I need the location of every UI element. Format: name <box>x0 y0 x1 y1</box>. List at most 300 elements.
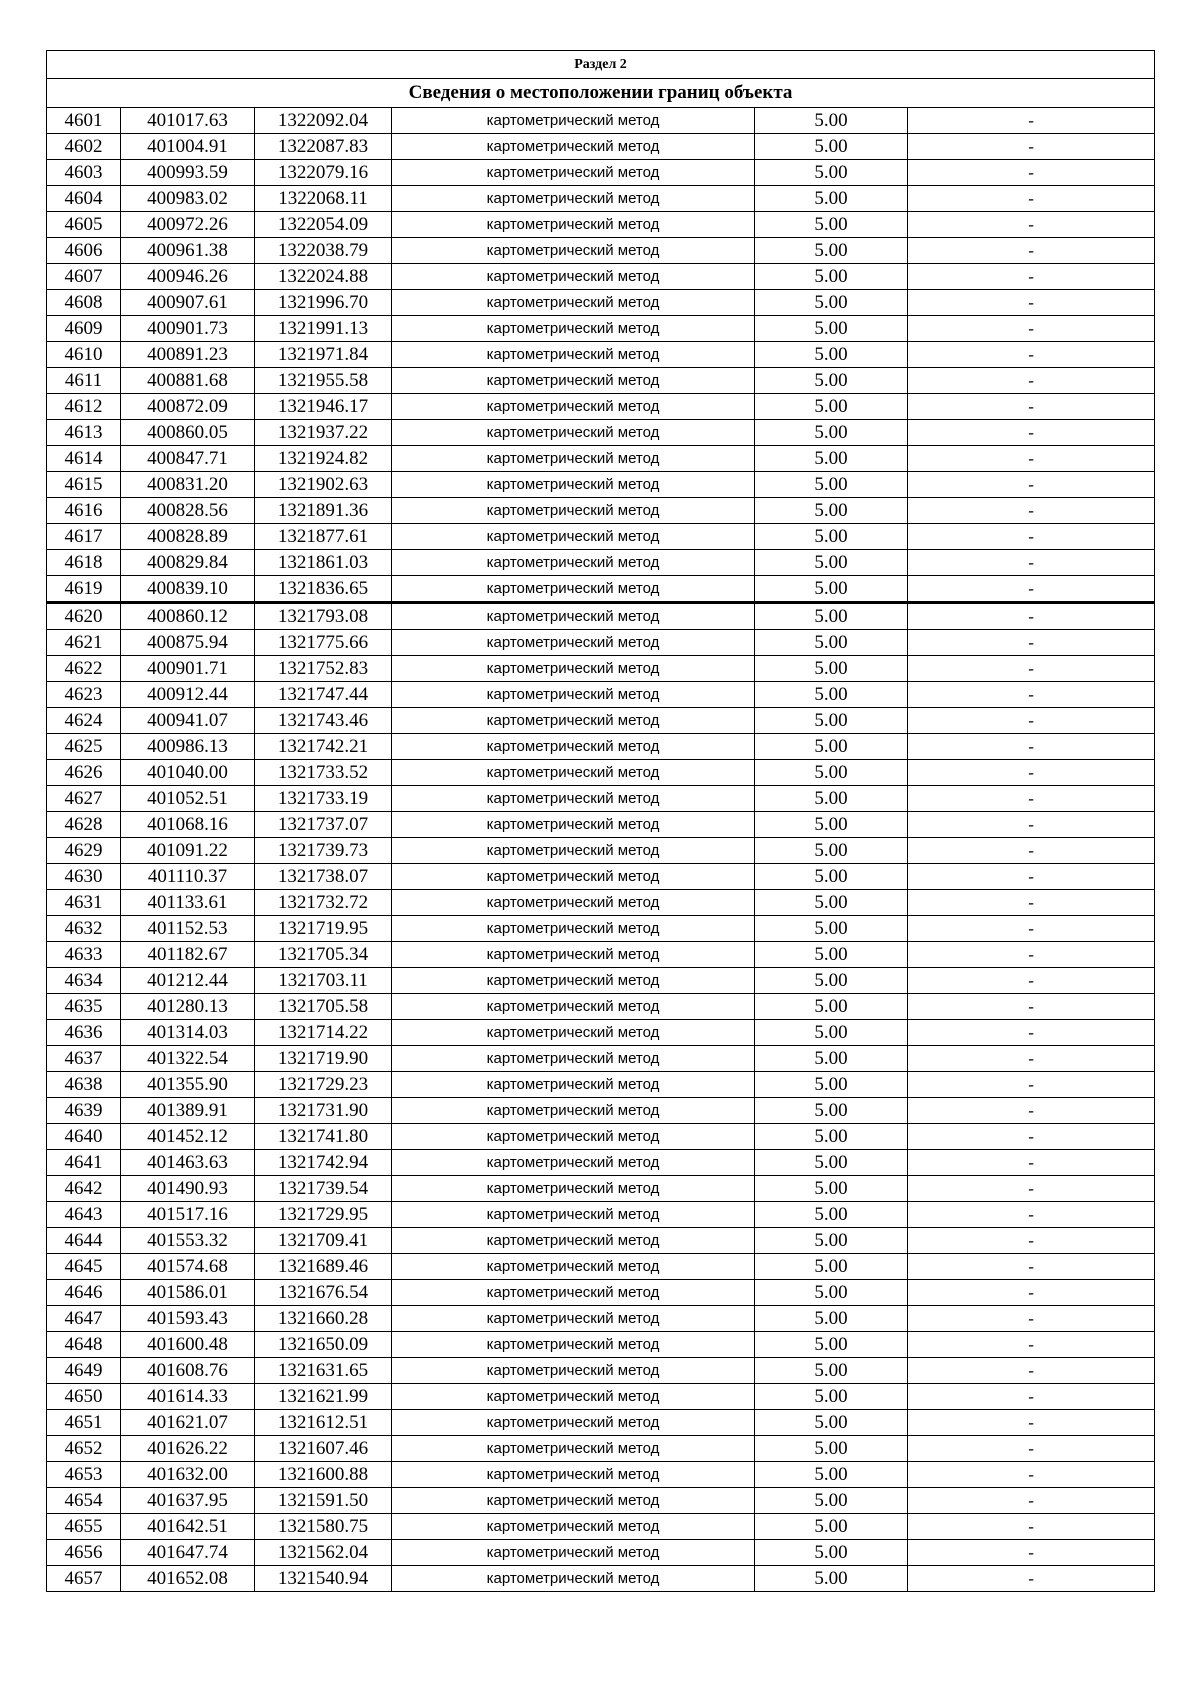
coord-x-cell: 400839.10 <box>121 576 255 603</box>
coord-y-cell: 1321650.09 <box>255 1332 392 1358</box>
coord-x-cell: 401152.53 <box>121 916 255 942</box>
coord-x-cell: 400847.71 <box>121 446 255 472</box>
coord-y-cell: 1321731.90 <box>255 1098 392 1124</box>
description-cell: - <box>908 550 1155 576</box>
coord-x-cell: 401212.44 <box>121 968 255 994</box>
point-number-cell: 4617 <box>47 524 121 550</box>
coord-y-cell: 1321836.65 <box>255 576 392 603</box>
point-number-cell: 4640 <box>47 1124 121 1150</box>
coord-x-cell: 401068.16 <box>121 812 255 838</box>
table-row <box>47 1046 1155 1072</box>
coord-y-cell: 1321891.36 <box>255 498 392 524</box>
accuracy-cell: 5.00 <box>755 524 908 550</box>
point-number-cell: 4604 <box>47 186 121 212</box>
method-cell: картометрический метод <box>392 812 755 838</box>
coord-x-cell: 401490.93 <box>121 1176 255 1202</box>
description-cell: - <box>908 1488 1155 1514</box>
method-cell: картометрический метод <box>392 630 755 656</box>
accuracy-cell: 5.00 <box>755 238 908 264</box>
description-cell: - <box>908 108 1155 134</box>
accuracy-cell: 5.00 <box>755 1202 908 1228</box>
description-cell: - <box>908 160 1155 186</box>
table-row <box>47 1410 1155 1436</box>
table-row <box>47 524 1155 550</box>
coord-y-cell: 1322087.83 <box>255 134 392 160</box>
accuracy-cell: 5.00 <box>755 656 908 682</box>
table-row <box>47 368 1155 394</box>
method-cell: картометрический метод <box>392 550 755 576</box>
description-cell: - <box>908 1150 1155 1176</box>
coord-x-cell: 400946.26 <box>121 264 255 290</box>
point-number-cell: 4650 <box>47 1384 121 1410</box>
method-cell: картометрический метод <box>392 186 755 212</box>
coord-y-cell: 1321924.82 <box>255 446 392 472</box>
accuracy-cell: 5.00 <box>755 264 908 290</box>
accuracy-cell: 5.00 <box>755 290 908 316</box>
table-row <box>47 1514 1155 1540</box>
point-number-cell: 4613 <box>47 420 121 446</box>
method-cell: картометрический метод <box>392 316 755 342</box>
coord-x-cell: 400972.26 <box>121 212 255 238</box>
table-row <box>47 316 1155 342</box>
table-row <box>47 238 1155 264</box>
coord-x-cell: 401017.63 <box>121 108 255 134</box>
document-page <box>46 50 1154 1592</box>
accuracy-cell: 5.00 <box>755 838 908 864</box>
method-cell: картометрический метод <box>392 576 755 603</box>
accuracy-cell: 5.00 <box>755 890 908 916</box>
point-number-cell: 4615 <box>47 472 121 498</box>
coord-x-cell: 401182.67 <box>121 942 255 968</box>
coord-x-cell: 400860.12 <box>121 603 255 630</box>
point-number-cell: 4616 <box>47 498 121 524</box>
description-cell: - <box>908 760 1155 786</box>
accuracy-cell: 5.00 <box>755 368 908 394</box>
coord-x-cell: 400907.61 <box>121 290 255 316</box>
accuracy-cell: 5.00 <box>755 942 908 968</box>
coord-y-cell: 1321705.34 <box>255 942 392 968</box>
point-number-cell: 4635 <box>47 994 121 1020</box>
point-number-cell: 4612 <box>47 394 121 420</box>
description-cell: - <box>908 472 1155 498</box>
description-cell: - <box>908 186 1155 212</box>
accuracy-cell: 5.00 <box>755 1228 908 1254</box>
method-cell: картометрический метод <box>392 1020 755 1046</box>
accuracy-cell: 5.00 <box>755 1436 908 1462</box>
accuracy-cell: 5.00 <box>755 186 908 212</box>
accuracy-cell: 5.00 <box>755 1488 908 1514</box>
coord-y-cell: 1321660.28 <box>255 1306 392 1332</box>
coord-y-cell: 1321607.46 <box>255 1436 392 1462</box>
method-cell: картометрический метод <box>392 1254 755 1280</box>
coord-y-cell: 1321902.63 <box>255 472 392 498</box>
accuracy-cell: 5.00 <box>755 1254 908 1280</box>
table-row <box>47 942 1155 968</box>
point-number-cell: 4629 <box>47 838 121 864</box>
coord-x-cell: 401110.37 <box>121 864 255 890</box>
description-cell: - <box>908 316 1155 342</box>
coord-y-cell: 1321733.19 <box>255 786 392 812</box>
description-cell: - <box>908 1254 1155 1280</box>
description-cell: - <box>908 968 1155 994</box>
accuracy-cell: 5.00 <box>755 1072 908 1098</box>
coord-y-cell: 1321732.72 <box>255 890 392 916</box>
table-row <box>47 682 1155 708</box>
point-number-cell: 4620 <box>47 603 121 630</box>
method-cell: картометрический метод <box>392 1202 755 1228</box>
method-cell: картометрический метод <box>392 446 755 472</box>
point-number-cell: 4608 <box>47 290 121 316</box>
coord-x-cell: 401355.90 <box>121 1072 255 1098</box>
point-number-cell: 4602 <box>47 134 121 160</box>
coord-x-cell: 401553.32 <box>121 1228 255 1254</box>
method-cell: картометрический метод <box>392 760 755 786</box>
accuracy-cell: 5.00 <box>755 1098 908 1124</box>
point-number-cell: 4634 <box>47 968 121 994</box>
description-cell: - <box>908 786 1155 812</box>
method-cell: картометрический метод <box>392 968 755 994</box>
table-row <box>47 1124 1155 1150</box>
coord-y-cell: 1321719.95 <box>255 916 392 942</box>
coord-y-cell: 1321752.83 <box>255 656 392 682</box>
coord-y-cell: 1321540.94 <box>255 1566 392 1592</box>
table-row <box>47 864 1155 890</box>
accuracy-cell: 5.00 <box>755 786 908 812</box>
coord-y-cell: 1321705.58 <box>255 994 392 1020</box>
description-cell: - <box>908 734 1155 760</box>
coord-x-cell: 401593.43 <box>121 1306 255 1332</box>
table-row <box>47 1384 1155 1410</box>
accuracy-cell: 5.00 <box>755 394 908 420</box>
coord-x-cell: 400983.02 <box>121 186 255 212</box>
method-cell: картометрический метод <box>392 1410 755 1436</box>
method-cell: картометрический метод <box>392 394 755 420</box>
coord-y-cell: 1321739.54 <box>255 1176 392 1202</box>
table-row <box>47 134 1155 160</box>
coord-y-cell: 1321729.95 <box>255 1202 392 1228</box>
coord-x-cell: 400901.71 <box>121 656 255 682</box>
point-number-cell: 4654 <box>47 1488 121 1514</box>
description-cell: - <box>908 238 1155 264</box>
accuracy-cell: 5.00 <box>755 760 908 786</box>
method-cell: картометрический метод <box>392 1332 755 1358</box>
table-row <box>47 812 1155 838</box>
coord-x-cell: 401463.63 <box>121 1150 255 1176</box>
description-cell: - <box>908 420 1155 446</box>
table-row <box>47 1202 1155 1228</box>
point-number-cell: 4643 <box>47 1202 121 1228</box>
table-row <box>47 212 1155 238</box>
coord-x-cell: 401600.48 <box>121 1332 255 1358</box>
method-cell: картометрический метод <box>392 1098 755 1124</box>
coord-x-cell: 400941.07 <box>121 708 255 734</box>
accuracy-cell: 5.00 <box>755 134 908 160</box>
coord-x-cell: 401621.07 <box>121 1410 255 1436</box>
coord-y-cell: 1321742.94 <box>255 1150 392 1176</box>
table-row <box>47 760 1155 786</box>
method-cell: картометрический метод <box>392 1358 755 1384</box>
accuracy-cell: 5.00 <box>755 316 908 342</box>
description-cell: - <box>908 838 1155 864</box>
description-cell: - <box>908 1566 1155 1592</box>
coord-y-cell: 1322054.09 <box>255 212 392 238</box>
section-title: Сведения о местоположении границ объекта <box>47 79 1155 108</box>
method-cell: картометрический метод <box>392 1306 755 1332</box>
method-cell: картометрический метод <box>392 108 755 134</box>
description-cell: - <box>908 446 1155 472</box>
coord-y-cell: 1321591.50 <box>255 1488 392 1514</box>
point-number-cell: 4603 <box>47 160 121 186</box>
description-cell: - <box>908 1514 1155 1540</box>
point-number-cell: 4646 <box>47 1280 121 1306</box>
method-cell: картометрический метод <box>392 1176 755 1202</box>
description-cell: - <box>908 916 1155 942</box>
table-row <box>47 1228 1155 1254</box>
accuracy-cell: 5.00 <box>755 1540 908 1566</box>
coord-x-cell: 400875.94 <box>121 630 255 656</box>
coord-y-cell: 1321775.66 <box>255 630 392 656</box>
point-number-cell: 4639 <box>47 1098 121 1124</box>
table-row <box>47 264 1155 290</box>
description-cell: - <box>908 1306 1155 1332</box>
method-cell: картометрический метод <box>392 942 755 968</box>
accuracy-cell: 5.00 <box>755 734 908 760</box>
point-number-cell: 4649 <box>47 1358 121 1384</box>
coord-x-cell: 401614.33 <box>121 1384 255 1410</box>
accuracy-cell: 5.00 <box>755 498 908 524</box>
accuracy-cell: 5.00 <box>755 1150 908 1176</box>
coord-y-cell: 1321709.41 <box>255 1228 392 1254</box>
point-number-cell: 4610 <box>47 342 121 368</box>
point-number-cell: 4637 <box>47 1046 121 1072</box>
point-number-cell: 4625 <box>47 734 121 760</box>
table-row <box>47 446 1155 472</box>
accuracy-cell: 5.00 <box>755 472 908 498</box>
coord-x-cell: 400993.59 <box>121 160 255 186</box>
accuracy-cell: 5.00 <box>755 1306 908 1332</box>
table-row <box>47 1488 1155 1514</box>
description-cell: - <box>908 1410 1155 1436</box>
coord-y-cell: 1321676.54 <box>255 1280 392 1306</box>
accuracy-cell: 5.00 <box>755 1332 908 1358</box>
method-cell: картометрический метод <box>392 524 755 550</box>
coord-x-cell: 401004.91 <box>121 134 255 160</box>
section-label: Раздел 2 <box>47 51 1155 79</box>
point-number-cell: 4642 <box>47 1176 121 1202</box>
table-row <box>47 656 1155 682</box>
accuracy-cell: 5.00 <box>755 1514 908 1540</box>
accuracy-cell: 5.00 <box>755 420 908 446</box>
point-number-cell: 4653 <box>47 1462 121 1488</box>
method-cell: картометрический метод <box>392 786 755 812</box>
point-number-cell: 4648 <box>47 1332 121 1358</box>
coord-y-cell: 1321719.90 <box>255 1046 392 1072</box>
coord-x-cell: 400961.38 <box>121 238 255 264</box>
description-cell: - <box>908 1098 1155 1124</box>
description-cell: - <box>908 394 1155 420</box>
description-cell: - <box>908 1202 1155 1228</box>
point-number-cell: 4619 <box>47 576 121 603</box>
table-row <box>47 1150 1155 1176</box>
coord-x-cell: 401608.76 <box>121 1358 255 1384</box>
point-number-cell: 4622 <box>47 656 121 682</box>
coord-x-cell: 401389.91 <box>121 1098 255 1124</box>
point-number-cell: 4626 <box>47 760 121 786</box>
accuracy-cell: 5.00 <box>755 682 908 708</box>
description-cell: - <box>908 1072 1155 1098</box>
table-row <box>47 290 1155 316</box>
accuracy-cell: 5.00 <box>755 708 908 734</box>
coord-x-cell: 401652.08 <box>121 1566 255 1592</box>
accuracy-cell: 5.00 <box>755 550 908 576</box>
description-cell: - <box>908 576 1155 603</box>
description-cell: - <box>908 1462 1155 1488</box>
description-cell: - <box>908 1358 1155 1384</box>
accuracy-cell: 5.00 <box>755 342 908 368</box>
description-cell: - <box>908 1384 1155 1410</box>
coord-x-cell: 401314.03 <box>121 1020 255 1046</box>
section-title-row <box>47 79 1155 108</box>
coord-x-cell: 401586.01 <box>121 1280 255 1306</box>
point-number-cell: 4606 <box>47 238 121 264</box>
coord-x-cell: 400912.44 <box>121 682 255 708</box>
point-number-cell: 4631 <box>47 890 121 916</box>
coord-y-cell: 1321877.61 <box>255 524 392 550</box>
coord-y-cell: 1321742.21 <box>255 734 392 760</box>
point-number-cell: 4647 <box>47 1306 121 1332</box>
method-cell: картометрический метод <box>392 212 755 238</box>
point-number-cell: 4601 <box>47 108 121 134</box>
method-cell: картометрический метод <box>392 1046 755 1072</box>
point-number-cell: 4656 <box>47 1540 121 1566</box>
method-cell: картометрический метод <box>392 708 755 734</box>
accuracy-cell: 5.00 <box>755 1384 908 1410</box>
method-cell: картометрический метод <box>392 368 755 394</box>
accuracy-cell: 5.00 <box>755 446 908 472</box>
coord-y-cell: 1321703.11 <box>255 968 392 994</box>
coord-x-cell: 401280.13 <box>121 994 255 1020</box>
accuracy-cell: 5.00 <box>755 630 908 656</box>
coord-x-cell: 400881.68 <box>121 368 255 394</box>
description-cell: - <box>908 1046 1155 1072</box>
table-row <box>47 838 1155 864</box>
description-cell: - <box>908 630 1155 656</box>
coord-x-cell: 400986.13 <box>121 734 255 760</box>
coord-y-cell: 1321738.07 <box>255 864 392 890</box>
accuracy-cell: 5.00 <box>755 603 908 630</box>
method-cell: картометрический метод <box>392 1228 755 1254</box>
table-row <box>47 916 1155 942</box>
method-cell: картометрический метод <box>392 1124 755 1150</box>
point-number-cell: 4632 <box>47 916 121 942</box>
table-row <box>47 576 1155 603</box>
coord-x-cell: 401452.12 <box>121 1124 255 1150</box>
table-row <box>47 994 1155 1020</box>
table-row <box>47 603 1155 630</box>
method-cell: картометрический метод <box>392 290 755 316</box>
description-cell: - <box>908 812 1155 838</box>
coord-y-cell: 1321600.88 <box>255 1462 392 1488</box>
table-row <box>47 472 1155 498</box>
table-row <box>47 498 1155 524</box>
method-cell: картометрический метод <box>392 264 755 290</box>
point-number-cell: 4657 <box>47 1566 121 1592</box>
description-cell: - <box>908 656 1155 682</box>
coord-y-cell: 1321861.03 <box>255 550 392 576</box>
point-number-cell: 4627 <box>47 786 121 812</box>
accuracy-cell: 5.00 <box>755 1358 908 1384</box>
method-cell: картометрический метод <box>392 994 755 1020</box>
table-row <box>47 1072 1155 1098</box>
description-cell: - <box>908 682 1155 708</box>
coord-x-cell: 401091.22 <box>121 838 255 864</box>
coord-x-cell: 400828.56 <box>121 498 255 524</box>
method-cell: картометрический метод <box>392 1462 755 1488</box>
description-cell: - <box>908 264 1155 290</box>
coord-y-cell: 1321937.22 <box>255 420 392 446</box>
coord-x-cell: 401637.95 <box>121 1488 255 1514</box>
table-row <box>47 1098 1155 1124</box>
coord-y-cell: 1321729.23 <box>255 1072 392 1098</box>
table-row <box>47 1020 1155 1046</box>
method-cell: картометрический метод <box>392 1566 755 1592</box>
method-cell: картометрический метод <box>392 890 755 916</box>
table-row <box>47 1306 1155 1332</box>
accuracy-cell: 5.00 <box>755 108 908 134</box>
coord-y-cell: 1321737.07 <box>255 812 392 838</box>
description-cell: - <box>908 890 1155 916</box>
coord-x-cell: 401322.54 <box>121 1046 255 1072</box>
coord-y-cell: 1321631.65 <box>255 1358 392 1384</box>
point-number-cell: 4638 <box>47 1072 121 1098</box>
coord-y-cell: 1321955.58 <box>255 368 392 394</box>
coord-x-cell: 400901.73 <box>121 316 255 342</box>
coord-x-cell: 401642.51 <box>121 1514 255 1540</box>
point-number-cell: 4633 <box>47 942 121 968</box>
coord-y-cell: 1322038.79 <box>255 238 392 264</box>
description-cell: - <box>908 498 1155 524</box>
coord-y-cell: 1322068.11 <box>255 186 392 212</box>
table-row <box>47 342 1155 368</box>
method-cell: картометрический метод <box>392 498 755 524</box>
method-cell: картометрический метод <box>392 1384 755 1410</box>
method-cell: картометрический метод <box>392 1514 755 1540</box>
coord-x-cell: 401632.00 <box>121 1462 255 1488</box>
coord-x-cell: 401052.51 <box>121 786 255 812</box>
method-cell: картометрический метод <box>392 342 755 368</box>
description-cell: - <box>908 290 1155 316</box>
method-cell: картометрический метод <box>392 238 755 264</box>
description-cell: - <box>908 1228 1155 1254</box>
method-cell: картометрический метод <box>392 1540 755 1566</box>
coord-y-cell: 1321621.99 <box>255 1384 392 1410</box>
accuracy-cell: 5.00 <box>755 968 908 994</box>
accuracy-cell: 5.00 <box>755 1462 908 1488</box>
coord-y-cell: 1321714.22 <box>255 1020 392 1046</box>
description-cell: - <box>908 603 1155 630</box>
accuracy-cell: 5.00 <box>755 864 908 890</box>
table-row <box>47 108 1155 134</box>
accuracy-cell: 5.00 <box>755 160 908 186</box>
description-cell: - <box>908 1436 1155 1462</box>
coord-y-cell: 1321580.75 <box>255 1514 392 1540</box>
method-cell: картометрический метод <box>392 1280 755 1306</box>
description-cell: - <box>908 864 1155 890</box>
coord-y-cell: 1321996.70 <box>255 290 392 316</box>
boundary-coordinates-table <box>46 50 1155 1592</box>
accuracy-cell: 5.00 <box>755 576 908 603</box>
point-number-cell: 4630 <box>47 864 121 890</box>
